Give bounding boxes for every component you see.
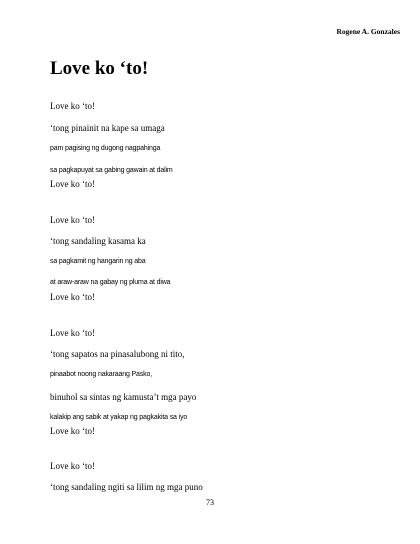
poem-line: sa pagkapuyat sa gabing gawain at dalim: [50, 167, 173, 174]
poem-line: Love ko ‘to!: [50, 461, 95, 471]
poem-line: at araw-araw na gabay ng pluma at diwa: [50, 279, 171, 286]
poem-line: pam pagising ng dugong nagpahinga: [50, 145, 161, 152]
poem-line: ‘tong sapatos na pinasalubong ni tito,: [50, 349, 185, 359]
poem-line: ‘tong sandaling kasama ka: [50, 236, 146, 246]
poem-line: ‘tong pinainit na kape sa umaga: [50, 123, 165, 133]
poem-title: Love ko ‘to!: [50, 58, 149, 79]
poem-line: pinaabot noong nakaraang Pasko,: [50, 371, 152, 378]
author-name: Rogene A. Gonzales: [336, 27, 400, 36]
poem-line: Love ko ‘to!: [50, 426, 95, 436]
poem-line: Love ko ‘to!: [50, 328, 95, 338]
poem-line: Love ko ‘to!: [50, 292, 95, 302]
poem-line: Love ko ‘to!: [50, 101, 95, 111]
poem-line: sa pagkamit ng hangarin ng aba: [50, 258, 146, 265]
poem-line: binuhol sa sintas ng kamusta’t mga payo: [50, 392, 197, 402]
poem-line: Love ko ‘to!: [50, 215, 95, 225]
poem-line: kalakip ang sabik at yakap ng pagkakita sa iyo: [50, 414, 188, 421]
poem-line: Love ko ‘to!: [50, 179, 95, 189]
poem-line: ‘tong sandaling ngiti sa lilim ng mga puno: [50, 482, 203, 492]
page-number: 73: [206, 498, 214, 507]
